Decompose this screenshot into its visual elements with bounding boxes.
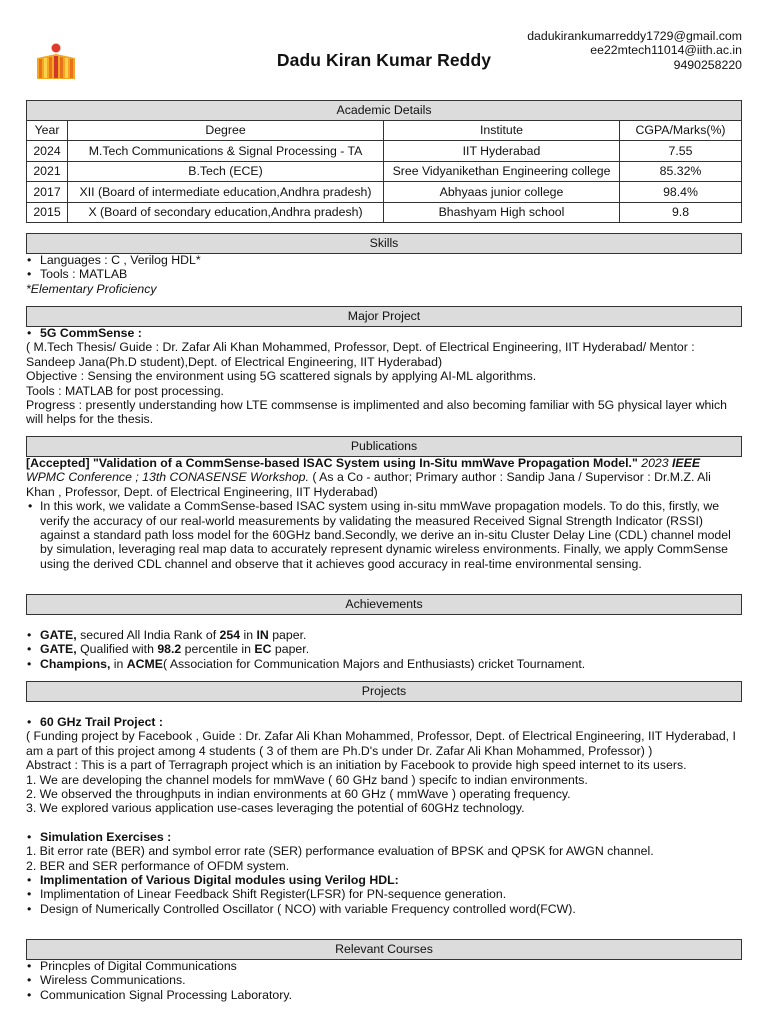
section-major-project: Major Project bbox=[26, 306, 742, 327]
list-item bbox=[40, 326, 742, 340]
table-row bbox=[27, 141, 742, 161]
achievement-label: GATE, bbox=[40, 642, 77, 657]
project-name: 5G CommSense : bbox=[40, 326, 142, 340]
table-cell: 2024 bbox=[27, 141, 68, 161]
section-publications: Publications bbox=[26, 436, 742, 457]
phone-number: 9490258220 bbox=[673, 57, 742, 72]
achievement-text: paper. bbox=[268, 628, 307, 642]
section-achievements: Achievements bbox=[26, 594, 742, 615]
achievement-value: ACME bbox=[126, 656, 163, 671]
project-point: 1. Bit error rate (BER) and symbol error rate (SER) performance evaluation of BPSK and QPSK for AWGN channel. bbox=[26, 844, 654, 859]
projects-block bbox=[26, 715, 742, 916]
publication-entry bbox=[26, 456, 742, 499]
list-item: • Wireless Communications. bbox=[40, 973, 742, 987]
project-objective: Objective : Sensing the environment using 5G scattered signals by applying AI-ML algorithms. bbox=[26, 369, 537, 384]
project-description: ( Funding project by Facebook , Guide : Dr. Zafar Ali Khan Mohammed, Professor, Dept. of Electrical Engineering, IIT Hyderabad, I am a part of this project among 4 students ( 3 of them are Ph.D's under Dr. Zafar Ali Khan Mohammed, Professor) ) bbox=[26, 729, 736, 758]
achievement-label: Champions, bbox=[40, 656, 111, 671]
table-cell: Bhashyam High school bbox=[384, 202, 620, 222]
email-primary[interactable]: dadukirankumarreddy1729@gmail.com bbox=[527, 29, 742, 43]
project-point: 2. We observed the throughputs in indian environments at 60 GHz ( mmWave ) operating frequency. bbox=[26, 787, 571, 802]
table-cell: 2021 bbox=[27, 161, 68, 181]
project-abstract: Abstract : This is a part of Terragraph project which is an initiation by Facebook to provide high speed internet to its users. bbox=[26, 758, 687, 773]
column-header: CGPA/Marks(%) bbox=[620, 121, 742, 141]
section-relevant-courses: Relevant Courses bbox=[26, 939, 742, 960]
publication-authors: ( As a Co - author; Primary author : Sandip Jana / Supervisor : Dr.M.Z. Ali Khan , Professor, Dept. of Electrical Engineering, IIT Hyderabad) bbox=[26, 470, 711, 499]
column-header: Year bbox=[27, 121, 68, 141]
section-projects: Projects bbox=[26, 681, 742, 702]
publication-title: "Validation of a CommSense-based ISAC System using In-Situ mmWave Propagation Model." bbox=[89, 456, 638, 470]
table-cell: M.Tech Communications & Signal Processing - TA bbox=[68, 141, 384, 161]
achievement-text: percentile in bbox=[181, 642, 255, 657]
list-item bbox=[40, 642, 742, 656]
list-item bbox=[40, 628, 742, 642]
project-name: Implimentation of Various Digital modules using Verilog HDL: bbox=[40, 873, 399, 888]
table-cell: 85.32% bbox=[620, 161, 742, 181]
list-item: • Princples of Digital Communications bbox=[40, 959, 742, 973]
project-guide: ( M.Tech Thesis/ Guide : Dr. Zafar Ali Khan Mohammed, Professor, Dept. of Electrical Engineering, IIT Hyderabad/ Mentor : Sandeep Jana(Ph.D student),Dept. of Electrical Engineering, IIT Hyderabad) bbox=[26, 340, 695, 369]
list-item: • Languages : C , Verilog HDL* bbox=[40, 253, 742, 267]
table-cell: XII (Board of intermediate education,Andhra pradesh) bbox=[68, 182, 384, 202]
project-tools: Tools : MATLAB for post processing. bbox=[26, 383, 224, 398]
list-item: • Design of Numerically Controlled Oscillator ( NCO) with variable Frequency controlled word(FCW). bbox=[40, 902, 742, 916]
section-skills: Skills bbox=[26, 233, 742, 254]
list-item: • Tools : MATLAB bbox=[40, 267, 742, 281]
achievement-text: in bbox=[240, 628, 257, 642]
list-item bbox=[40, 873, 742, 887]
email-secondary[interactable]: ee22mtech11014@iith.ac.in bbox=[590, 43, 742, 58]
project-name: 60 GHz Trail Project : bbox=[40, 715, 164, 729]
proficiency-note: *Elementary Proficiency bbox=[26, 281, 157, 296]
achievement-text: in bbox=[110, 656, 127, 671]
table-row bbox=[27, 202, 742, 222]
table-row bbox=[27, 161, 742, 181]
achievement-value: EC bbox=[254, 642, 272, 657]
achievement-label: GATE, bbox=[40, 628, 77, 642]
achievement-text: ( Association for Communication Majors and Enthusiasts) cricket Tournament. bbox=[163, 656, 586, 671]
table-cell: 9.8 bbox=[620, 202, 742, 222]
list-item bbox=[40, 830, 742, 844]
table-cell: IIT Hyderabad bbox=[384, 141, 620, 161]
section-academic-details: Academic Details bbox=[26, 100, 742, 121]
contact-block bbox=[527, 29, 742, 72]
publications-block bbox=[26, 456, 742, 571]
achievement-value: 254 bbox=[219, 628, 241, 642]
table-cell: Abhyaas junior college bbox=[384, 182, 620, 202]
table-cell: X (Board of secondary education,Andhra pradesh) bbox=[68, 202, 384, 222]
project-point: 3. We explored various application use-cases leveraging the potential of 60GHz technology. bbox=[26, 801, 525, 816]
list-item: • Implimentation of Linear Feedback Shift Register(LFSR) for PN-sequence generation. bbox=[40, 887, 742, 901]
achievement-value: IN bbox=[256, 628, 269, 642]
project-progress: Progress : presently understanding how LTE commsense is implimented and also becoming familiar with 5G physical layer which will helps for the thesis. bbox=[26, 398, 728, 427]
list-item: • Communication Signal Processing Laboratory. bbox=[40, 988, 742, 1002]
achievement-text: Qualified with bbox=[76, 642, 158, 657]
candidate-name: Dadu Kiran Kumar Reddy bbox=[276, 50, 492, 70]
publication-abstract: • In this work, we validate a CommSense-based ISAC system using in-situ mmWave propagation models. To do this, firstly, we verify the accuracy of our real-world measurements by validating the measured Received Signal Strength Indicator (RSSI) against a standard path loss model for the 60GHz band.Secondly, we derive an in-situ Cluster Delay Line (CDL) channel model by simulation, leveraging real map data to accurately represent dynamic wireless environments. Finally, we apply CommSense using the derived CDL channel and observe that it achieves good accuracy in real-time environmental sensing. bbox=[40, 499, 742, 571]
academic-table bbox=[26, 120, 742, 223]
achievement-text: paper. bbox=[271, 642, 310, 657]
publication-status: [Accepted] bbox=[26, 456, 90, 470]
project-point: 1. We are developing the channel models for mmWave ( 60 GHz band ) specifc to indian environments. bbox=[26, 772, 588, 787]
table-header-row bbox=[27, 121, 742, 141]
table-cell: 7.55 bbox=[620, 141, 742, 161]
column-header: Institute bbox=[384, 121, 620, 141]
major-project-block bbox=[26, 326, 742, 427]
list-item bbox=[40, 715, 742, 729]
skills-block bbox=[26, 253, 742, 296]
table-cell: 2017 bbox=[27, 182, 68, 202]
table-cell: 2015 bbox=[27, 202, 68, 222]
list-item bbox=[40, 657, 742, 671]
achievements-block bbox=[26, 628, 742, 671]
achievement-text: secured All India Rank of bbox=[76, 628, 220, 642]
table-cell: B.Tech (ECE) bbox=[68, 161, 384, 181]
venue-conference: WPMC Conference ; 13th CONASENSE Workshop. bbox=[26, 470, 309, 485]
table-cell: 98.4% bbox=[620, 182, 742, 202]
venue-year: 2023 bbox=[637, 456, 673, 470]
venue-ieee: IEEE bbox=[672, 456, 701, 470]
project-name: Simulation Exercises : bbox=[40, 829, 172, 844]
table-row bbox=[27, 182, 742, 202]
project-point: 2. BER and SER performance of OFDM system. bbox=[26, 858, 290, 873]
achievement-value: 98.2 bbox=[157, 642, 182, 657]
courses-block bbox=[26, 959, 742, 1002]
table-cell: Sree Vidyanikethan Engineering college bbox=[384, 161, 620, 181]
column-header: Degree bbox=[68, 121, 384, 141]
